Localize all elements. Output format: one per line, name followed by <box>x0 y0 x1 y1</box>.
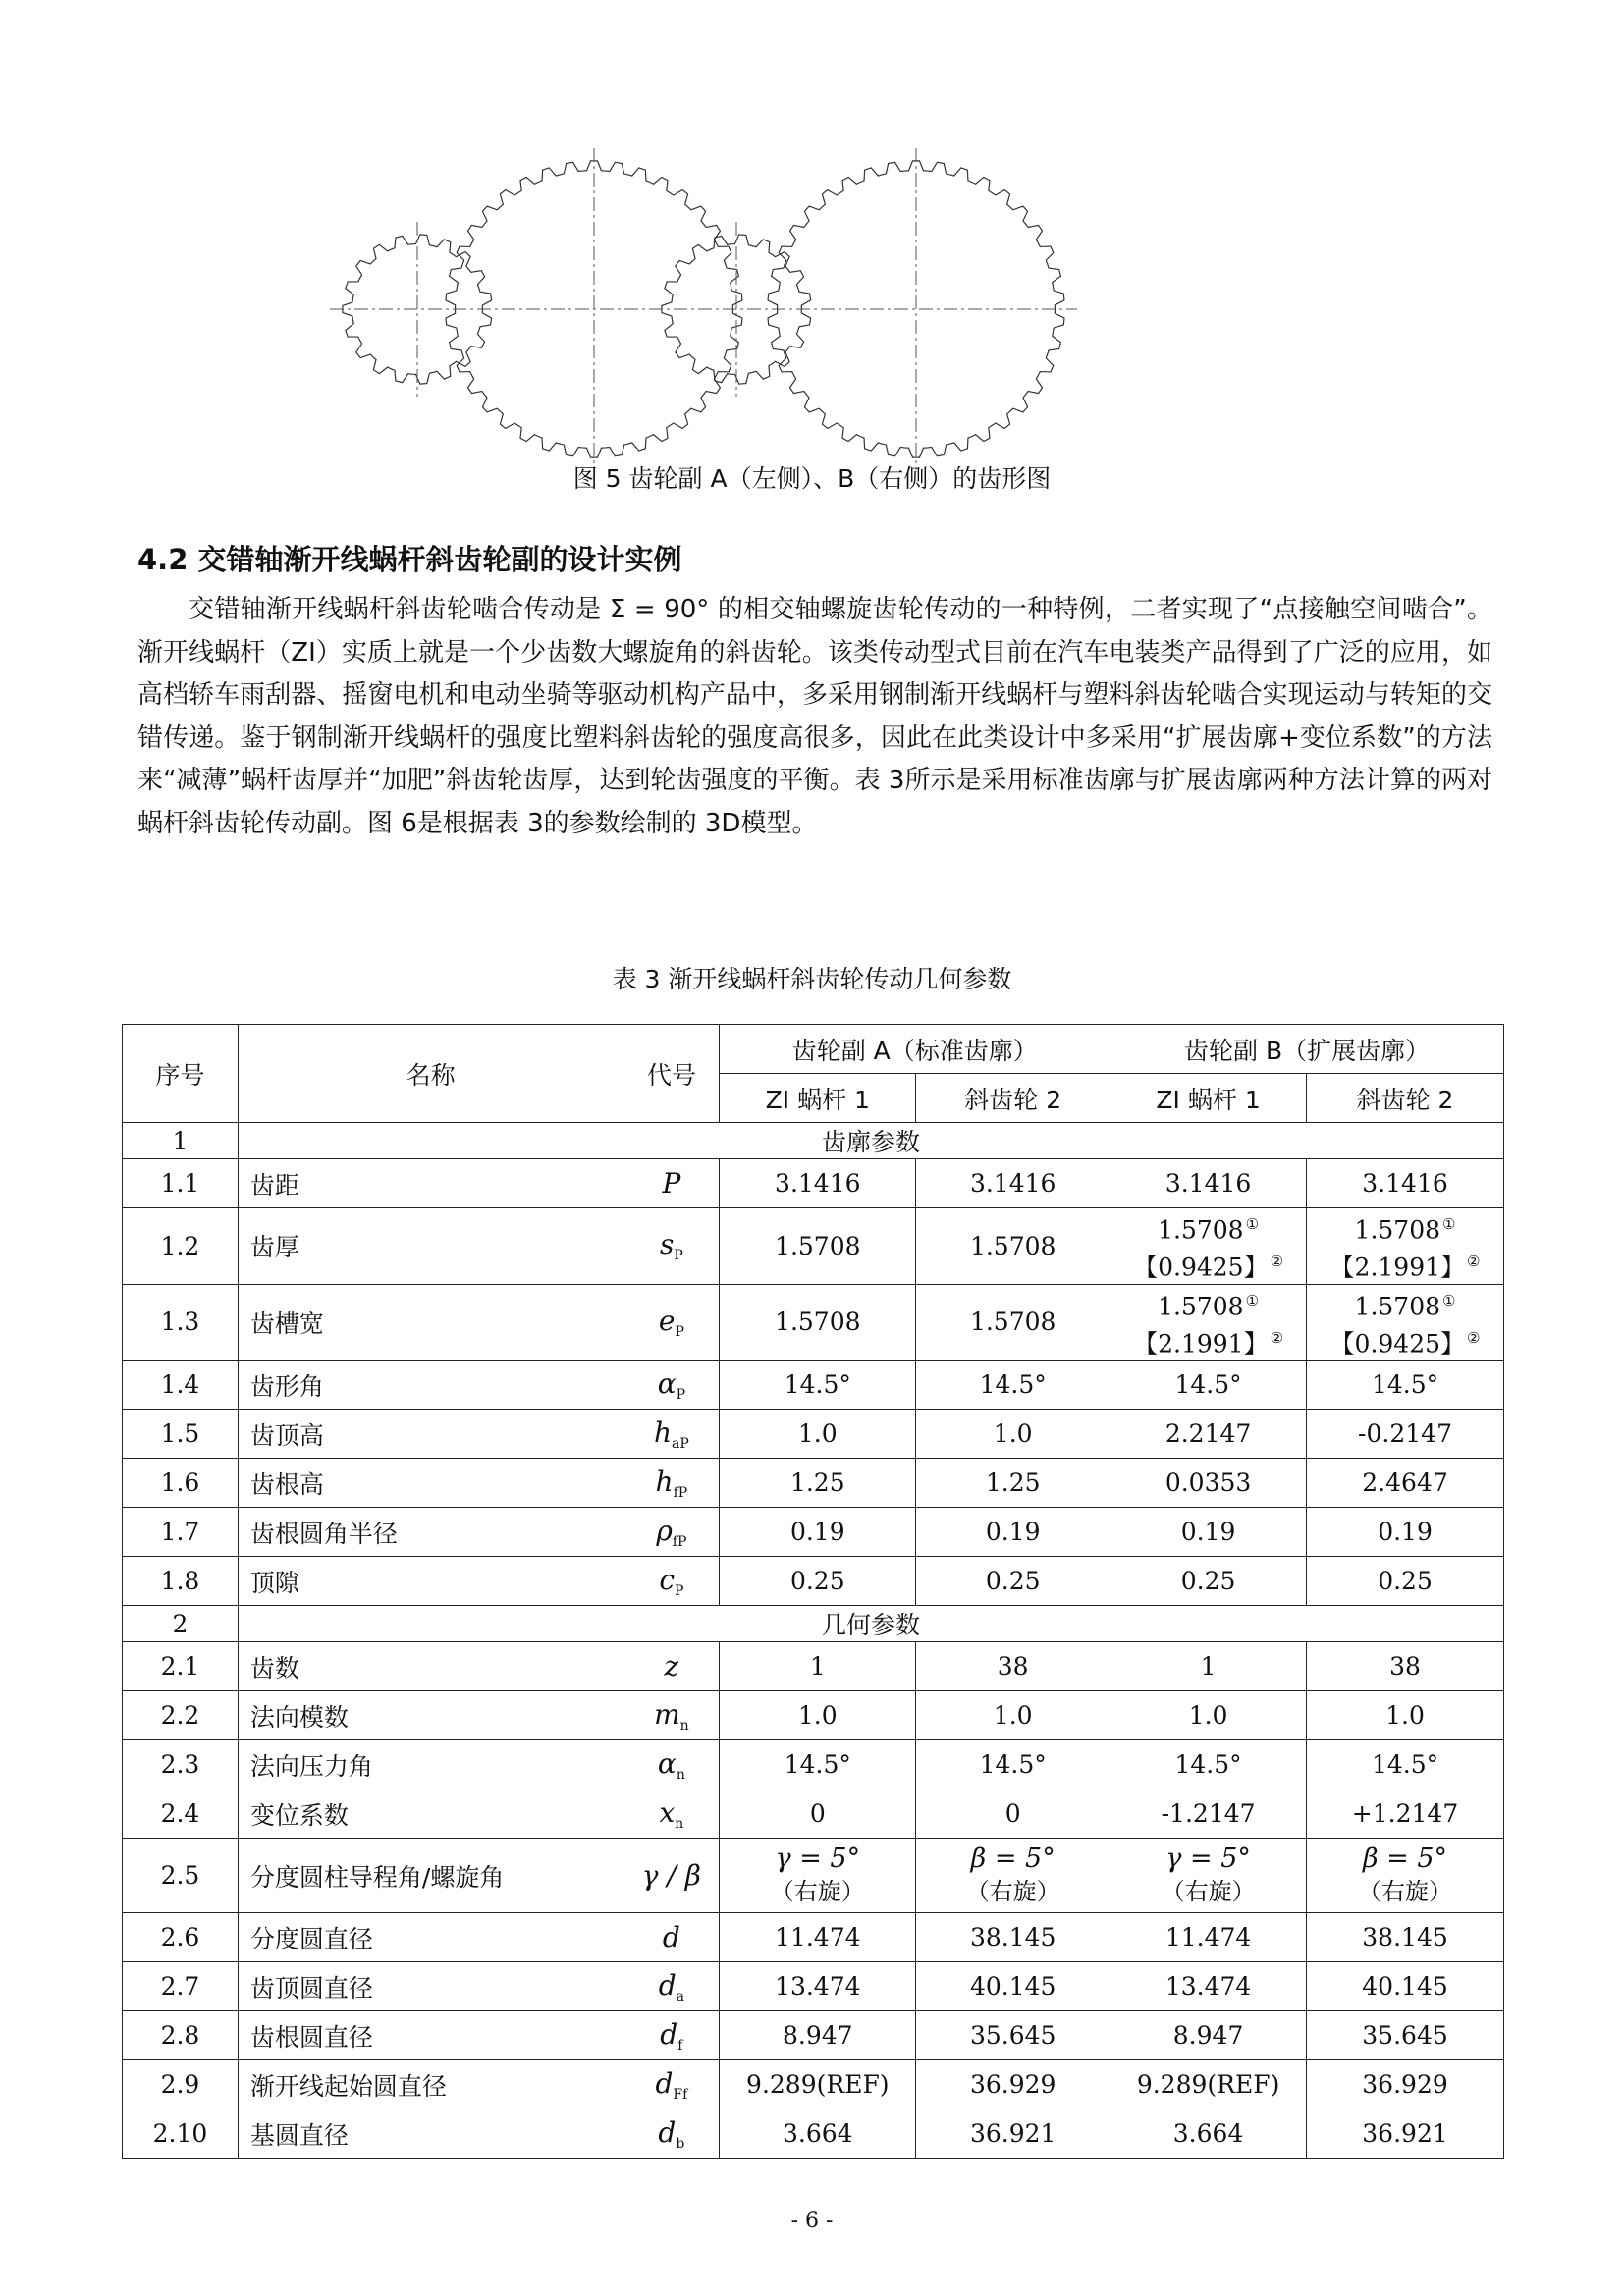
row-index: 2.9 <box>123 2060 239 2109</box>
section-heading: 4.2 交错轴渐开线蜗杆斜齿轮副的设计实例 <box>137 543 682 576</box>
row-name: 齿形角 <box>238 1361 623 1410</box>
row-symbol <box>623 1208 720 1285</box>
value-b2 <box>1307 1208 1504 1285</box>
footnote-mark: ② <box>1467 1328 1481 1347</box>
section-title: 齿廓参数 <box>238 1123 1503 1159</box>
note-text: 【0.9425】 <box>1329 1329 1466 1359</box>
table-row <box>123 1691 1504 1740</box>
symbol-letter: d <box>660 2017 678 2051</box>
table-row <box>123 2060 1504 2109</box>
value-b1 <box>1110 1284 1307 1361</box>
value-a2: 38 <box>916 1642 1110 1691</box>
symbol-letter: e <box>658 1304 676 1337</box>
row-index: 1.8 <box>123 1557 239 1606</box>
header-name: 名称 <box>238 1025 623 1123</box>
value-a1: 14.5° <box>720 1361 916 1410</box>
value-b2: 1.0 <box>1307 1691 1504 1740</box>
value-b2: 35.645 <box>1307 2011 1504 2060</box>
value-note <box>1133 1246 1283 1283</box>
value-a1: 1.5708 <box>720 1284 916 1361</box>
value-b1: -1.2147 <box>1110 1789 1307 1839</box>
value-b1: 1 <box>1110 1642 1307 1691</box>
symbol-subscript: aP <box>672 1435 689 1452</box>
value-note <box>1330 1246 1481 1283</box>
value-main <box>775 1842 860 1875</box>
row-index: 1.7 <box>123 1508 239 1557</box>
header-symbol: 代号 <box>623 1025 720 1123</box>
value-note <box>1330 1322 1481 1360</box>
value-main <box>1363 1842 1447 1875</box>
value-note <box>1162 1875 1256 1908</box>
header-pair-b: 齿轮副 B（扩展齿廓） <box>1110 1025 1504 1074</box>
value-b1: 0.0353 <box>1110 1459 1307 1508</box>
value-b1: 13.474 <box>1110 1962 1307 2011</box>
note-text: （右旋） <box>770 1878 865 1906</box>
value-stack <box>1116 1285 1300 1361</box>
symbol-subscript: n <box>676 1766 685 1783</box>
row-name: 基圆直径 <box>238 2109 623 2159</box>
row-symbol <box>623 1410 720 1459</box>
symbol-letter: x <box>659 1795 676 1829</box>
table-row <box>123 1208 1504 1285</box>
row-symbol <box>623 1691 720 1740</box>
table-row <box>123 1284 1504 1361</box>
row-name: 分度圆直径 <box>238 1913 623 1962</box>
row-index: 1.4 <box>123 1361 239 1410</box>
value-main <box>1158 1285 1259 1322</box>
row-symbol <box>623 1789 720 1839</box>
row-index: 2.5 <box>123 1839 239 1913</box>
footnote-mark: ① <box>1442 1215 1456 1233</box>
value-b1: 8.947 <box>1110 2011 1307 2060</box>
body-paragraph <box>137 589 1492 845</box>
value-text: 1.5708 <box>1354 1215 1441 1245</box>
row-symbol <box>623 1740 720 1789</box>
symbol-letter: z <box>664 1650 679 1683</box>
footnote-mark: ① <box>1245 1215 1260 1233</box>
value-b2 <box>1307 1839 1504 1913</box>
row-name: 渐开线起始圆直径 <box>238 2060 623 2109</box>
value-a2: 35.645 <box>916 2011 1110 2060</box>
value-stack <box>1313 1842 1497 1908</box>
symbol-letter: c <box>659 1563 675 1596</box>
table-row <box>123 1962 1504 2011</box>
page-number: - 6 - <box>790 2209 834 2233</box>
row-name: 齿数 <box>238 1642 623 1691</box>
symbol-subscript: Ff <box>673 2086 688 2103</box>
row-symbol <box>623 1962 720 2011</box>
symbol-subscript: a <box>676 1988 685 2004</box>
row-index: 1.6 <box>123 1459 239 1508</box>
footnote-mark: ① <box>1442 1291 1456 1309</box>
row-symbol <box>623 2109 720 2159</box>
symbol-subscript: P <box>675 1323 684 1340</box>
value-stack <box>922 1842 1104 1908</box>
value-a2 <box>916 1839 1110 1913</box>
value-text: γ = 5° <box>775 1843 861 1875</box>
symbol-letter: h <box>653 1415 672 1449</box>
value-main <box>1355 1285 1456 1322</box>
value-a1: 11.474 <box>720 1913 916 1962</box>
paragraph-text: 交错轴渐开线蜗杆斜齿轮啮合传动是 Σ = 90° 的相交轴螺旋齿轮传动的一种特例，二者实现了“点接触空间啮合”。渐开线蜗杆（ZI）实质上就是一个少齿数大螺旋角的斜齿轮。该类传动型式目前在汽车电装类产品得到了广泛的应用，如高档轿车雨刮器、摇窗电机和电动坐骑等驱动机构产品中，多采用钢制渐开线蜗杆与塑料斜齿轮啮合实现运动与转矩的交错传递。鉴于钢制渐开线蜗杆的强度比塑料斜齿轮的强度高很多，因此在此类设计中多采用“扩展齿廓+变位系数”的方法来“减薄”蜗杆齿厚并“加肥”斜齿轮齿厚，达到轮齿强度的平衡。表 3所示是采用标准齿廓与扩展齿廓两种方法计算的两对蜗杆斜齿轮传动副。图 6是根据表 3的参数绘制的 3D模型。 <box>137 595 1492 838</box>
table-row <box>123 1642 1504 1691</box>
value-a2: 38.145 <box>916 1913 1110 1962</box>
row-name: 法向模数 <box>238 1691 623 1740</box>
row-symbol <box>623 1642 720 1691</box>
row-name: 齿根圆角半径 <box>238 1508 623 1557</box>
value-main <box>1165 1842 1251 1875</box>
value-a2: 0 <box>916 1789 1110 1839</box>
value-main <box>1355 1208 1456 1246</box>
symbol-subscript: P <box>675 1582 684 1599</box>
row-index: 1.2 <box>123 1208 239 1285</box>
header-a-helical: 斜齿轮 2 <box>916 1074 1110 1123</box>
row-name: 顶隙 <box>238 1557 623 1606</box>
value-a1: 1 <box>720 1642 916 1691</box>
value-b1: 3.1416 <box>1110 1159 1307 1208</box>
symbol-letter: d <box>655 2066 674 2100</box>
value-a1 <box>720 1839 916 1913</box>
row-symbol <box>623 1284 720 1361</box>
row-symbol <box>623 1508 720 1557</box>
value-a2: 0.25 <box>916 1557 1110 1606</box>
value-a2: 3.1416 <box>916 1159 1110 1208</box>
section-row <box>123 1606 1504 1642</box>
value-a1: 1.0 <box>720 1691 916 1740</box>
row-index: 1.1 <box>123 1159 239 1208</box>
row-index: 2.10 <box>123 2109 239 2159</box>
value-b2: 14.5° <box>1307 1361 1504 1410</box>
row-symbol <box>623 1557 720 1606</box>
value-b1: 0.25 <box>1110 1557 1307 1606</box>
value-text: β = 5° <box>1362 1843 1448 1875</box>
value-b2: -0.2147 <box>1307 1410 1504 1459</box>
row-index: 2.6 <box>123 1913 239 1962</box>
table-row <box>123 2011 1504 2060</box>
symbol-letter: m <box>654 1697 680 1731</box>
value-a1: 8.947 <box>720 2011 916 2060</box>
value-a1: 3.1416 <box>720 1159 916 1208</box>
row-index: 2.4 <box>123 1789 239 1839</box>
row-name: 齿顶圆直径 <box>238 1962 623 2011</box>
value-b2: 36.929 <box>1307 2060 1504 2109</box>
note-text: （右旋） <box>1358 1878 1453 1906</box>
value-a1: 9.289(REF) <box>720 2060 916 2109</box>
row-index: 2.3 <box>123 1740 239 1789</box>
value-a1: 1.5708 <box>720 1208 916 1285</box>
value-b1 <box>1110 1839 1307 1913</box>
value-a1: 14.5° <box>720 1740 916 1789</box>
table-row <box>123 1789 1504 1839</box>
value-a2: 14.5° <box>916 1361 1110 1410</box>
row-name: 齿根高 <box>238 1459 623 1508</box>
table-row <box>123 1740 1504 1789</box>
row-name: 齿距 <box>238 1159 623 1208</box>
row-name: 齿槽宽 <box>238 1284 623 1361</box>
value-a1: 1.0 <box>720 1410 916 1459</box>
section-row <box>123 1123 1504 1159</box>
symbol-letter: d <box>658 1968 677 2002</box>
row-index: 2.2 <box>123 1691 239 1740</box>
value-a1: 0.19 <box>720 1508 916 1557</box>
value-a1: 3.664 <box>720 2109 916 2159</box>
symbol-subscript: fP <box>673 1484 688 1501</box>
symbol-subscript: n <box>679 1717 689 1734</box>
symbol-letter: d <box>658 2115 677 2149</box>
table-row <box>123 1410 1504 1459</box>
header-pair-a: 齿轮副 A（标准齿廓） <box>720 1025 1110 1074</box>
value-main <box>971 1842 1056 1875</box>
row-index: 2.1 <box>123 1642 239 1691</box>
table-row <box>123 1159 1504 1208</box>
row-name: 齿根圆直径 <box>238 2011 623 2060</box>
footnote-mark: ② <box>1467 1253 1481 1271</box>
value-a2: 40.145 <box>916 1962 1110 2011</box>
value-b2: 40.145 <box>1307 1962 1504 2011</box>
note-text: 【2.1991】 <box>1133 1329 1269 1359</box>
value-b1: 14.5° <box>1110 1361 1307 1410</box>
row-name: 变位系数 <box>238 1789 623 1839</box>
row-symbol <box>623 1361 720 1410</box>
header-a-worm: ZI 蜗杆 1 <box>720 1074 916 1123</box>
row-symbol <box>623 1459 720 1508</box>
value-a2: 0.19 <box>916 1508 1110 1557</box>
row-symbol <box>623 2011 720 2060</box>
value-b2: 2.4647 <box>1307 1459 1504 1508</box>
note-text: 【2.1991】 <box>1329 1253 1466 1282</box>
value-stack <box>1116 1208 1300 1284</box>
gear-parameter-table <box>122 1024 1504 2159</box>
symbol-letter: s <box>659 1228 675 1261</box>
row-name: 齿厚 <box>238 1208 623 1285</box>
value-b2: 0.19 <box>1307 1508 1504 1557</box>
note-text: （右旋） <box>965 1878 1060 1906</box>
value-b2: 14.5° <box>1307 1740 1504 1789</box>
value-a2: 36.929 <box>916 2060 1110 2109</box>
value-b2 <box>1307 1284 1504 1361</box>
symbol-subscript: b <box>676 2135 685 2152</box>
value-note <box>1358 1875 1452 1908</box>
value-b1: 1.0 <box>1110 1691 1307 1740</box>
value-text: 1.5708 <box>1354 1291 1441 1320</box>
footnote-mark: ② <box>1270 1253 1284 1271</box>
value-b2: 38 <box>1307 1642 1504 1691</box>
value-note <box>1133 1322 1283 1360</box>
value-text: β = 5° <box>970 1843 1056 1875</box>
value-a2: 1.25 <box>916 1459 1110 1508</box>
value-b1: 2.2147 <box>1110 1410 1307 1459</box>
row-index: 1.3 <box>123 1284 239 1361</box>
value-note <box>771 1875 865 1908</box>
symbol-subscript: f <box>677 2037 683 2054</box>
footnote-mark: ② <box>1270 1328 1284 1347</box>
value-a1: 13.474 <box>720 1962 916 2011</box>
value-a2: 1.5708 <box>916 1284 1110 1361</box>
gear-tooth-profile-figure <box>324 126 1306 489</box>
row-symbol <box>623 1159 720 1208</box>
note-text: （右旋） <box>1161 1878 1256 1906</box>
value-b2: 3.1416 <box>1307 1159 1504 1208</box>
section-index: 2 <box>123 1606 239 1642</box>
header-b-worm: ZI 蜗杆 1 <box>1110 1074 1307 1123</box>
value-a2: 36.921 <box>916 2109 1110 2159</box>
table-row <box>123 1839 1504 1913</box>
value-text: 1.5708 <box>1158 1291 1244 1320</box>
value-a1: 0.25 <box>720 1557 916 1606</box>
value-a2: 1.5708 <box>916 1208 1110 1285</box>
value-a2: 14.5° <box>916 1740 1110 1789</box>
symbol-subscript: P <box>676 1386 686 1403</box>
value-b2: 36.921 <box>1307 2109 1504 2159</box>
row-name: 法向压力角 <box>238 1740 623 1789</box>
figure-caption: 图 5 齿轮副 A（左侧）、B（右侧）的齿形图 <box>572 464 1052 493</box>
value-note <box>966 1875 1060 1908</box>
value-b2: 38.145 <box>1307 1913 1504 1962</box>
row-symbol <box>623 2060 720 2109</box>
symbol-letter: α <box>657 1366 677 1400</box>
table-row <box>123 1557 1504 1606</box>
value-b1: 0.19 <box>1110 1508 1307 1557</box>
symbol-letter: ρ <box>656 1514 673 1547</box>
symbol-subscript: P <box>674 1248 683 1264</box>
value-text: γ = 5° <box>1165 1843 1251 1875</box>
value-a1: 1.25 <box>720 1459 916 1508</box>
note-text: 【0.9425】 <box>1133 1253 1269 1282</box>
value-a1: 0 <box>720 1789 916 1839</box>
row-name: 齿顶高 <box>238 1410 623 1459</box>
symbol-letter: P <box>662 1167 681 1200</box>
section-index: 1 <box>123 1123 239 1159</box>
symbol-letter: γ / β <box>641 1859 701 1893</box>
row-index: 2.7 <box>123 1962 239 2011</box>
symbol-letter: α <box>657 1746 677 1780</box>
value-text: 1.5708 <box>1158 1215 1244 1245</box>
value-stack <box>1116 1842 1300 1908</box>
table-row <box>123 1459 1504 1508</box>
table-caption: 表 3 渐开线蜗杆斜齿轮传动几何参数 <box>612 965 1012 993</box>
symbol-subscript: fP <box>672 1533 687 1550</box>
header-index: 序号 <box>123 1025 239 1123</box>
symbol-letter: h <box>655 1465 674 1498</box>
row-index: 1.5 <box>123 1410 239 1459</box>
value-a2: 1.0 <box>916 1410 1110 1459</box>
value-b2: 0.25 <box>1307 1557 1504 1606</box>
table-row <box>123 1508 1504 1557</box>
value-b2: +1.2147 <box>1307 1789 1504 1839</box>
row-symbol <box>623 1913 720 1962</box>
value-stack <box>726 1842 909 1908</box>
table-row <box>123 1361 1504 1410</box>
value-b1: 3.664 <box>1110 2109 1307 2159</box>
value-b1: 9.289(REF) <box>1110 2060 1307 2109</box>
symbol-subscript: n <box>675 1815 684 1832</box>
row-index: 2.8 <box>123 2011 239 2060</box>
value-b1 <box>1110 1208 1307 1285</box>
table-row <box>123 2109 1504 2159</box>
value-stack <box>1313 1208 1497 1284</box>
value-a2: 1.0 <box>916 1691 1110 1740</box>
table-row <box>123 1913 1504 1962</box>
value-b1: 11.474 <box>1110 1913 1307 1962</box>
symbol-letter: d <box>662 1921 680 1954</box>
table-body <box>123 1123 1504 2159</box>
row-name: 分度圆柱导程角/螺旋角 <box>238 1839 623 1913</box>
value-stack <box>1313 1285 1497 1361</box>
section-title: 几何参数 <box>238 1606 1503 1642</box>
value-b1: 14.5° <box>1110 1740 1307 1789</box>
value-main <box>1158 1208 1259 1246</box>
footnote-mark: ① <box>1245 1291 1260 1309</box>
row-symbol <box>623 1839 720 1913</box>
header-b-helical: 斜齿轮 2 <box>1307 1074 1504 1123</box>
